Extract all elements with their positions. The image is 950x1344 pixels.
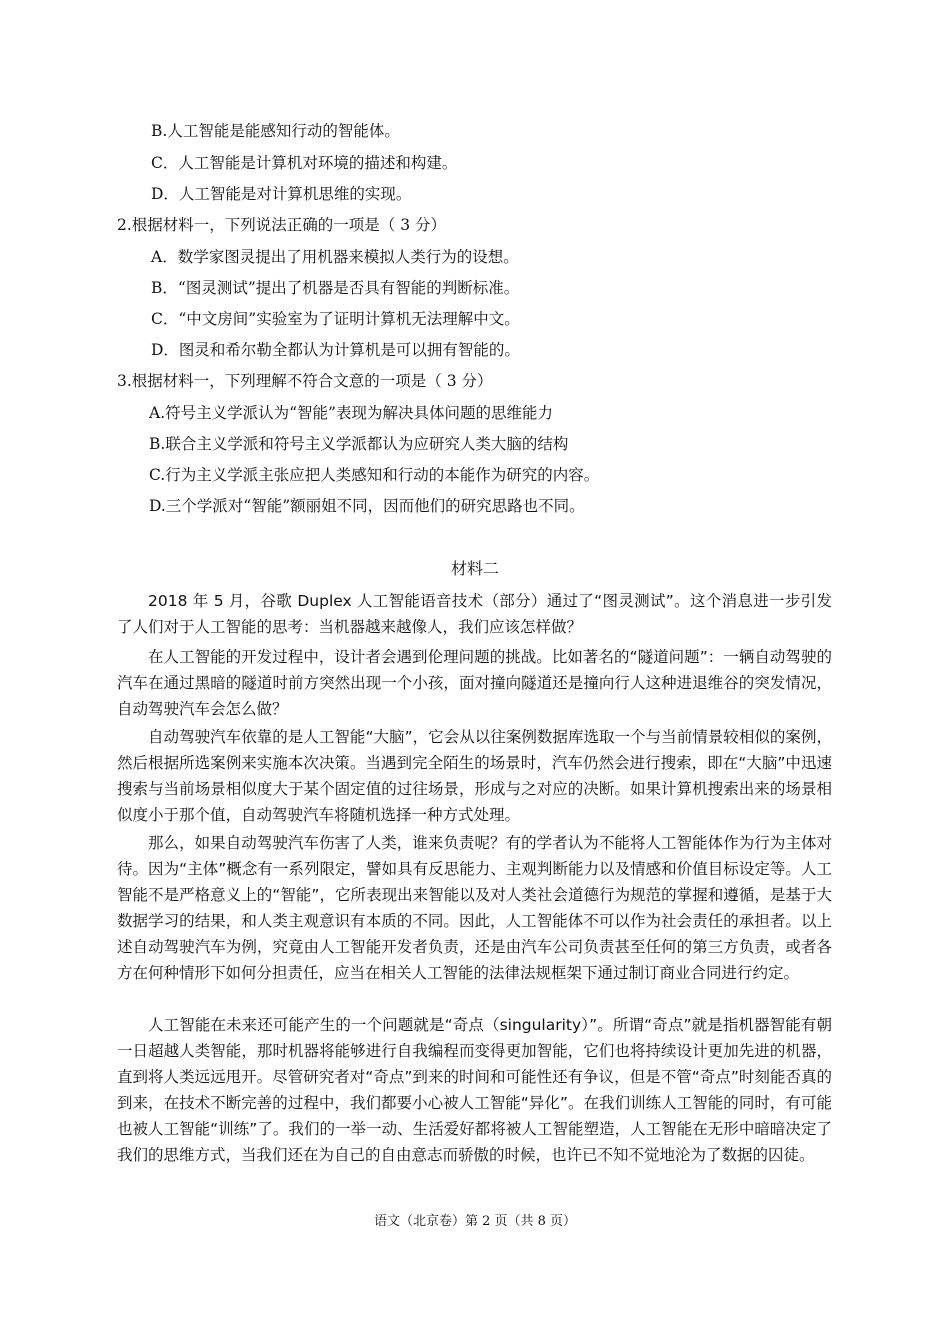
- q3-option-c: C.行为主义学派主张应把人类感知和行动的本能作为研究的内容。: [149, 466, 600, 484]
- q2-option-a: A．数学家图灵提出了用机器来模拟人类行为的设想。: [151, 248, 519, 266]
- q2-option-d: D．图灵和希尔勒全都认为计算机是可以拥有智能的。: [151, 341, 520, 359]
- q1-option-b: B.人工智能是能感知行动的智能体。: [151, 122, 400, 140]
- q3-option-d: D.三个学派对“智能”额丽姐不同，因而他们的研究思路也不同。: [149, 497, 585, 515]
- q1-option-c: C．人工智能是计算机对环境的描述和构建。: [151, 154, 458, 172]
- material-2-paragraph: 自动驾驶汽车依靠的是人工智能“大脑”，它会从以往案例数据库选取一个与当前情景较相似的案例，然后根据所选案例来实施本次决策。当遇到完全陌生的场景时，汽车仍然会进行搜索，即在“大脑”中迅速搜索与当前场景相似度大于某个固定值的过往场景，形成与之对应的决断。如果计算机搜索出来的场景相似度小于那个值，自动驾驶汽车将随机选择一种方式处理。: [117, 728, 832, 824]
- material-2-paragraph: 那么，如果自动驾驶汽车伤害了人类，谁来负责呢？有的学者认为不能将人工智能体作为行为主体对待。因为“主体”概念有一系列限定，譬如具有反思能力、主观判断能力以及情感和价值目标设定等。人工智能不是严格意义上的“智能”，它所表现出来智能以及对人类社会道德行为规范的掌握和遵循，是基于大数据学习的结果，和人类主观意识有本质的不同。因此，人工智能体不可以作为社会责任的承担者。以上述自动驾驶汽车为例，究竟由人工智能开发者负责，还是由汽车公司负责甚至任何的第三方负责，或者各方在何种情形下如何分担责任，应当在相关人工智能的法律法规框架下通过制订商业合同进行约定。: [117, 834, 832, 982]
- material-2-paragraph: 在人工智能的开发过程中，设计者会遇到伦理问题的挑战。比如著名的“隧道问题”：一辆自动驾驶的汽车在通过黑暗的隧道时前方突然出现一个小孩，面对撞向隧道还是撞向行人这种进退维谷的突发情况，自动驾驶汽车会怎么做？: [117, 648, 832, 718]
- q1-option-d: D．人工智能是对计算机思维的实现。: [151, 185, 412, 203]
- q3-option-a: A.符号主义学派认为“智能”表现为解决具体问题的思维能力: [149, 404, 553, 422]
- q2-option-c: C．“中文房间”实验室为了证明计算机无法理解中文。: [151, 310, 520, 328]
- material-2-title: 材料二: [450, 559, 499, 578]
- material-2-paragraph: 人工智能在未来还可能产生的一个问题就是“奇点（singularity）”。所谓“奇点”就是指机器智能有朝一日超越人类智能，那时机器将能够进行自我编程而变得更加智能，它们也将持续设计更加先进的机器，直到将人类远远甩开。尽管研究者对“奇点”到来的时间和可能性还有争议，但是不管“奇点”时刻能否真的到来，在技术不断完善的过程中，我们都要小心被人工智能“异化”。在我们训练人工智能的同时，有可能也被人工智能“训练”了。我们的一举一动、生活爱好都将被人工智能塑造，人工智能在无形中暗暗决定了我们的思维方式，当我们还在为自己的自由意志而骄傲的时候，也许已不知不觉地沦为了数据的囚徒。: [117, 1016, 832, 1164]
- q2-stem: 2.根据材料一，下列说法正确的一项是（ 3 分）: [117, 216, 447, 234]
- q3-stem: 3.根据材料一，下列理解不符合文意的一项是（ 3 分）: [117, 372, 493, 390]
- material-2-paragraph: 2018 年 5 月，谷歌 Duplex 人工智能语音技术（部分）通过了“图灵测试”。这个消息进一步引发了人们对于人工智能的思考：当机器越来越像人，我们应该怎样做？: [117, 592, 832, 636]
- q3-option-b: B.联合主义学派和符号主义学派都认为应研究人类大脑的结构: [149, 435, 569, 453]
- q2-option-b: B．“图灵测试”提出了机器是否具有智能的判断标准。: [151, 279, 520, 297]
- page-footer: 语文（北京卷）第 2 页（共 8 页）: [373, 1214, 577, 1229]
